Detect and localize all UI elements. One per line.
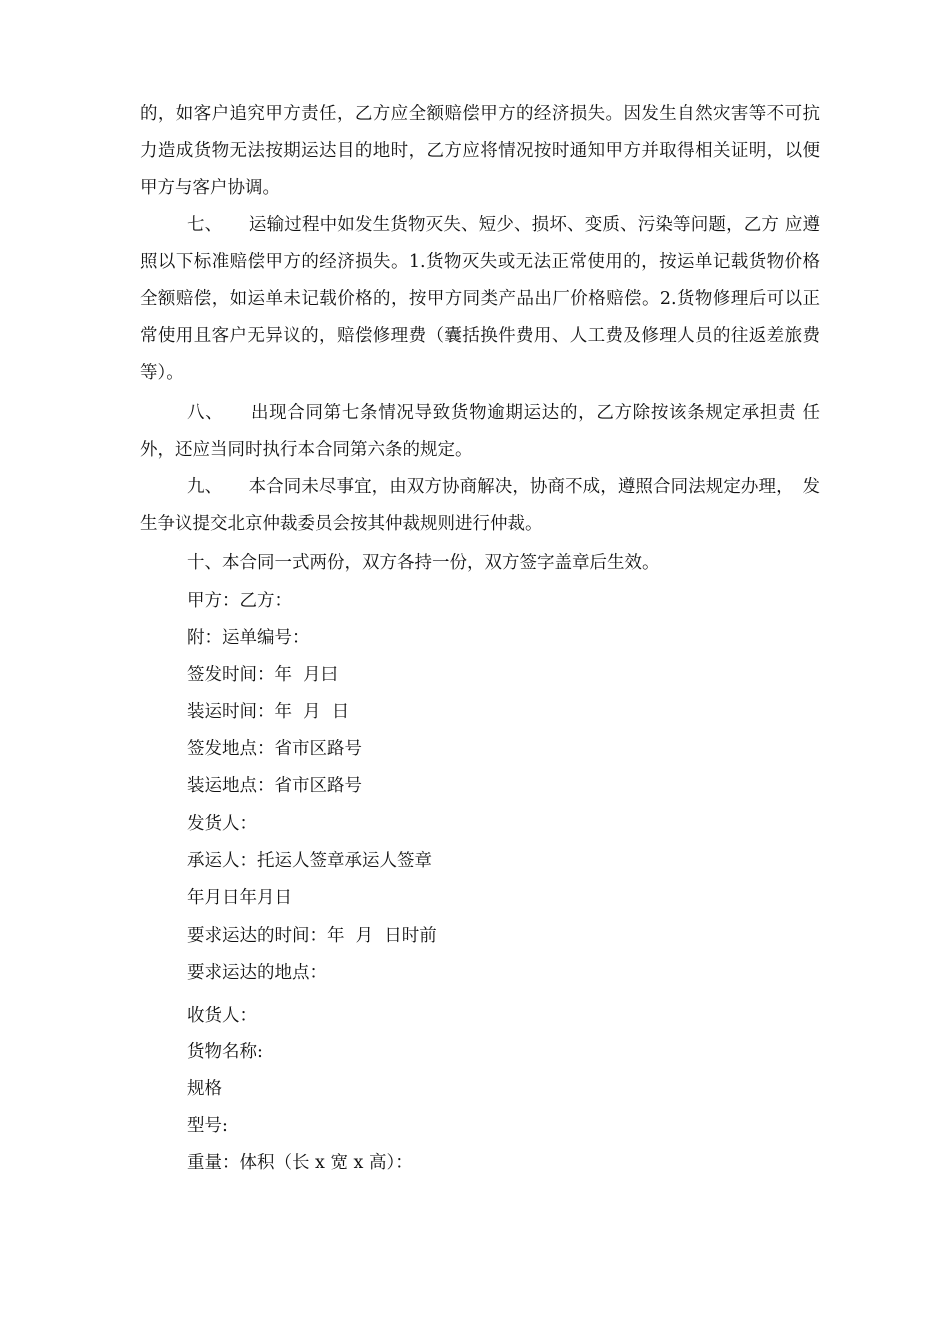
paragraph-continuation: 的，如客户追究甲方责任，乙方应全额赔偿甲方的经济损失。因发生自然灾害等不可抗力造成货物无法按期运达目的地时，乙方应将情况按时通知甲方并取得相关证明，以便甲方与客户协调。 — [140, 104, 820, 198]
shipper-line: 发货人： — [187, 814, 257, 834]
waybill-number-line: 附：运单编号： — [187, 628, 310, 648]
issue-date-line: 签发时间：年 月曰 — [187, 665, 339, 685]
required-arrival-time-line: 要求运达的时间：年 月 日时前 — [187, 926, 437, 946]
weight-volume-line: 重量：体积（长 x 宽 x 高）： — [187, 1153, 413, 1173]
loading-location-line: 装运地点：省市区路号 — [187, 776, 362, 796]
loading-date-line: 装运时间：年 月 日 — [187, 702, 350, 722]
paragraph-clause-8: 八、 出现合同第七条情况导致货物逾期运达的，乙方除按该条规定承担责 任外，还应当同时执行本合同第六条的规定。 — [140, 403, 820, 460]
goods-name-line: 货物名称: — [187, 1042, 263, 1062]
paragraph-clause-7: 七、 运输过程中如发生货物灭失、短少、损坏、变质、污染等问题，乙方 应遵照以下标准赔偿甲方的经济损失。1.货物灭失或无法正常使用的，按运单记载货物价格全额赔偿，如运单未记载价格的，按甲方同类产品出厂价格赔偿。2.货物修理后可以正常使用且客户无异议的，赔偿修理费（囊括换件费用、人工费及修理人员的往返差旅费等）。 — [140, 215, 820, 383]
paragraph-clause-9: 九、 本合同未尽事宜，由双方协商解决，协商不成，遵照合同法规定办理， 发生争议提交北京仲裁委员会按其仲裁规则进行仲裁。 — [140, 477, 820, 534]
consignee-line: 收货人： — [187, 1006, 257, 1026]
signature-date-line: 年月日年月日 — [187, 888, 292, 908]
carrier-line: 承运人：托运人签章承运人签章 — [187, 851, 432, 871]
parties-line: 甲方：乙方： — [187, 591, 292, 611]
clause-10-line: 十、本合同一式两份，双方各持一份，双方签字盖章后生效。 — [187, 553, 660, 573]
specification-line: 规格 — [187, 1079, 222, 1099]
issue-location-line: 签发地点：省市区路号 — [187, 739, 362, 759]
required-arrival-place-line: 要求运达的地点： — [187, 963, 327, 983]
model-line: 型号: — [187, 1116, 228, 1136]
